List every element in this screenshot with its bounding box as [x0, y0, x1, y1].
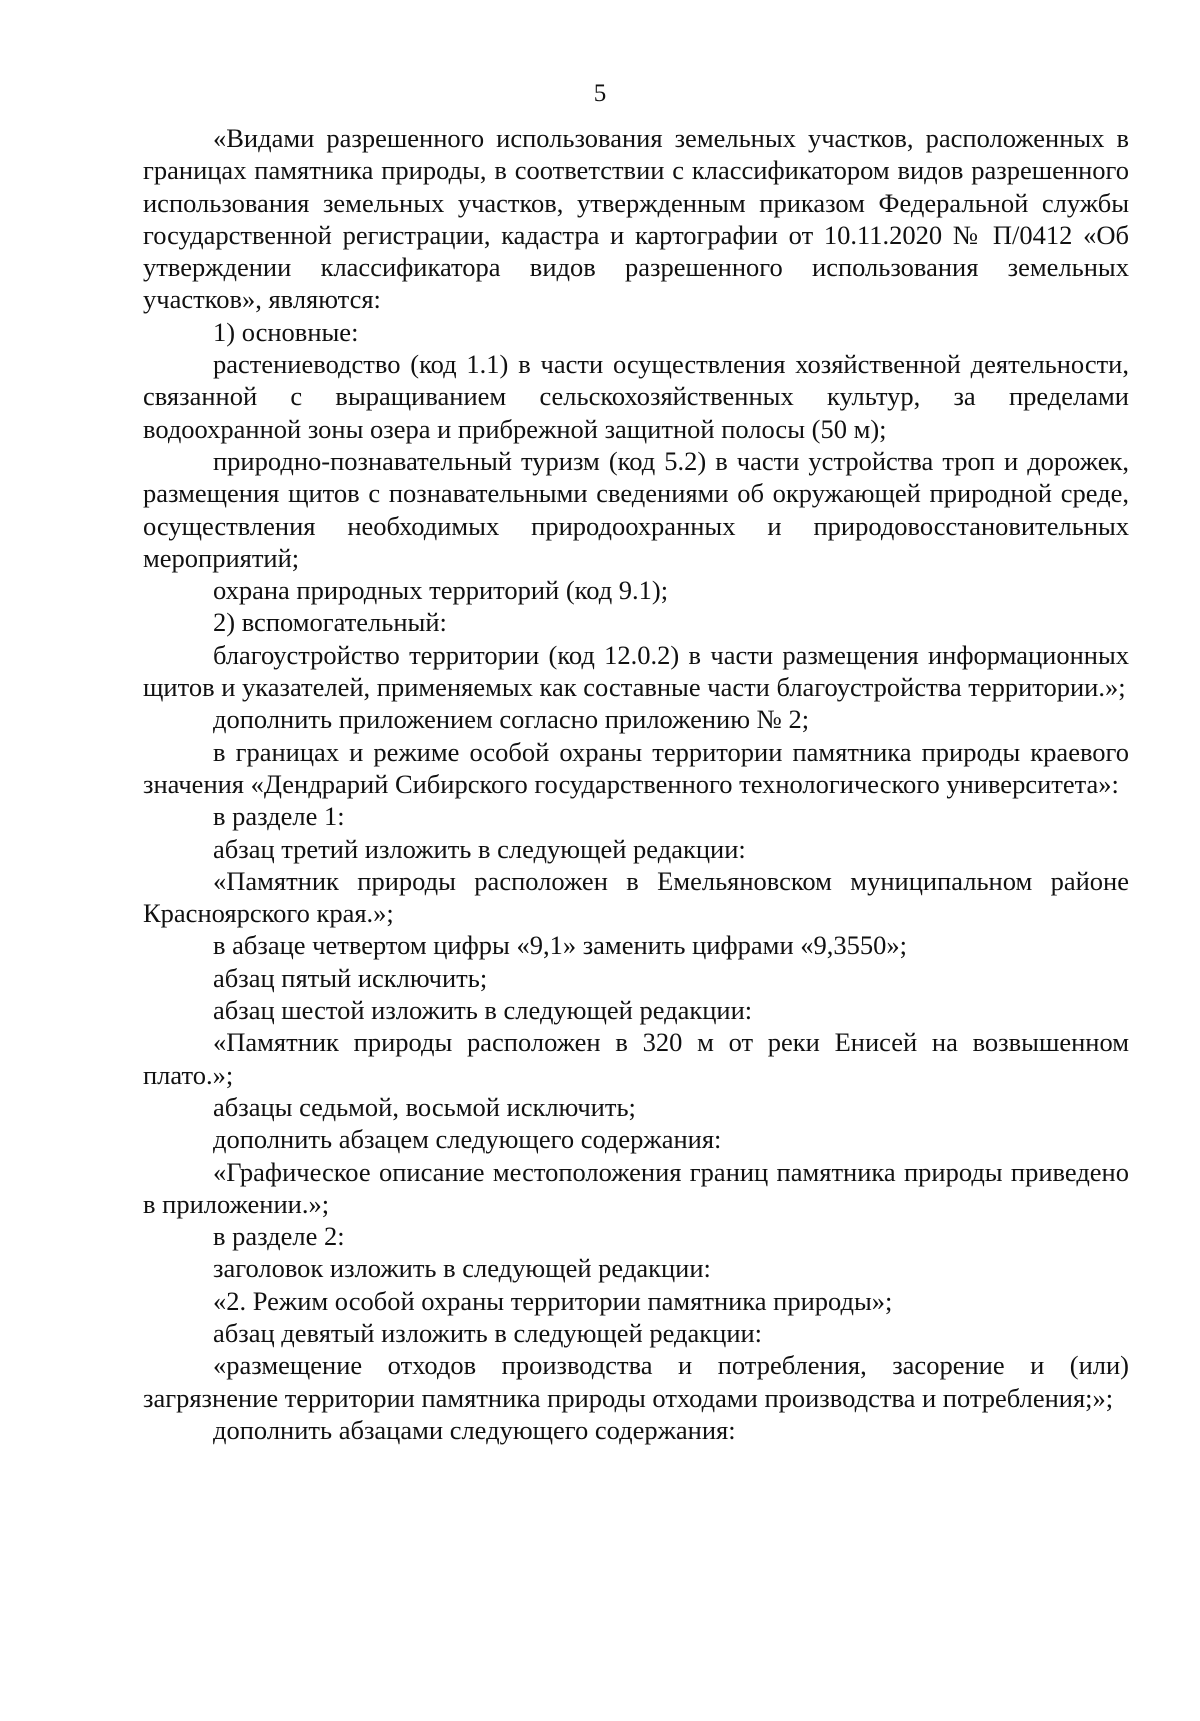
paragraph: в разделе 1:	[213, 801, 345, 832]
paragraph: 2) вспомогательный:	[213, 607, 447, 638]
paragraph: охрана природных территорий (код 9.1);	[213, 575, 669, 606]
page-number: 5	[593, 80, 607, 107]
paragraph: абзац девятый изложить в следующей редакции:	[213, 1317, 763, 1348]
paragraph: растениеводство (код 1.1) в части осуществления хозяйственной деятельности, связанной с выращиванием сельскохозяйственных культур, за пределами водоохранной зоны озера и прибрежной защитной полосы (50 м);	[143, 349, 1129, 444]
paragraph: заголовок изложить в следующей редакции:	[213, 1253, 711, 1284]
document-body	[143, 122, 1129, 1446]
paragraph: абзац пятый исключить;	[213, 962, 488, 993]
paragraph: абзац шестой изложить в следующей редакции:	[213, 995, 753, 1026]
paragraph: дополнить абзацем следующего содержания:	[213, 1124, 722, 1155]
paragraph: абзац третий изложить в следующей редакции:	[213, 833, 746, 864]
paragraph: «Видами разрешенного использования земельных участков, расположенных в границах памятника природы, в соответствии с классификатором видов разрешенного использования земельных участков, утвержденным приказом Федеральной службы государственной регистрации, кадастра и картографии от 10.11.2020 № П/0412 «Об утверждении классификатора видов разрешенного использования земельных участков», являются:	[143, 123, 1129, 315]
paragraph: «Графическое описание местоположения границ памятника природы приведено в приложении.»;	[143, 1156, 1129, 1219]
paragraph: абзацы седьмой, восьмой исключить;	[213, 1091, 636, 1122]
paragraph: «Памятник природы расположен в 320 м от реки Енисей на возвышенном плато.»;	[143, 1027, 1129, 1090]
paragraph: благоустройство территории (код 12.0.2) в части размещения информационных щитов и указателей, применяемых как составные части благоустройства территории.»;	[143, 639, 1129, 703]
paragraph: в абзаце четвертом цифры «9,1» заменить цифрами «9,3550»;	[213, 930, 907, 961]
paragraph: природно-познавательный туризм (код 5.2) в части устройства троп и дорожек, размещения щитов с познавательными сведениями об окружающей природной среде, осуществления необходимых природоохранных и природовосстановительных мероприятий;	[143, 445, 1129, 573]
paragraph: 1) основные:	[213, 316, 359, 347]
paragraph: в разделе 2:	[213, 1221, 345, 1252]
paragraph: «Памятник природы расположен в Емельяновском муниципальном районе Красноярского края.»;	[143, 865, 1129, 929]
paragraph: «размещение отходов производства и потребления, засорение и (или) загрязнение территории памятника природы отходами производства и потребления;»;	[143, 1350, 1129, 1413]
paragraph: в границах и режиме особой охраны территории памятника природы краевого значения «Дендрарий Сибирского государственного технологического университета»:	[143, 736, 1129, 799]
paragraph: «2. Режим особой охраны территории памятника природы»;	[213, 1285, 893, 1316]
paragraph: дополнить абзацами следующего содержания:	[213, 1414, 736, 1445]
paragraph: дополнить приложением согласно приложению № 2;	[213, 704, 810, 735]
